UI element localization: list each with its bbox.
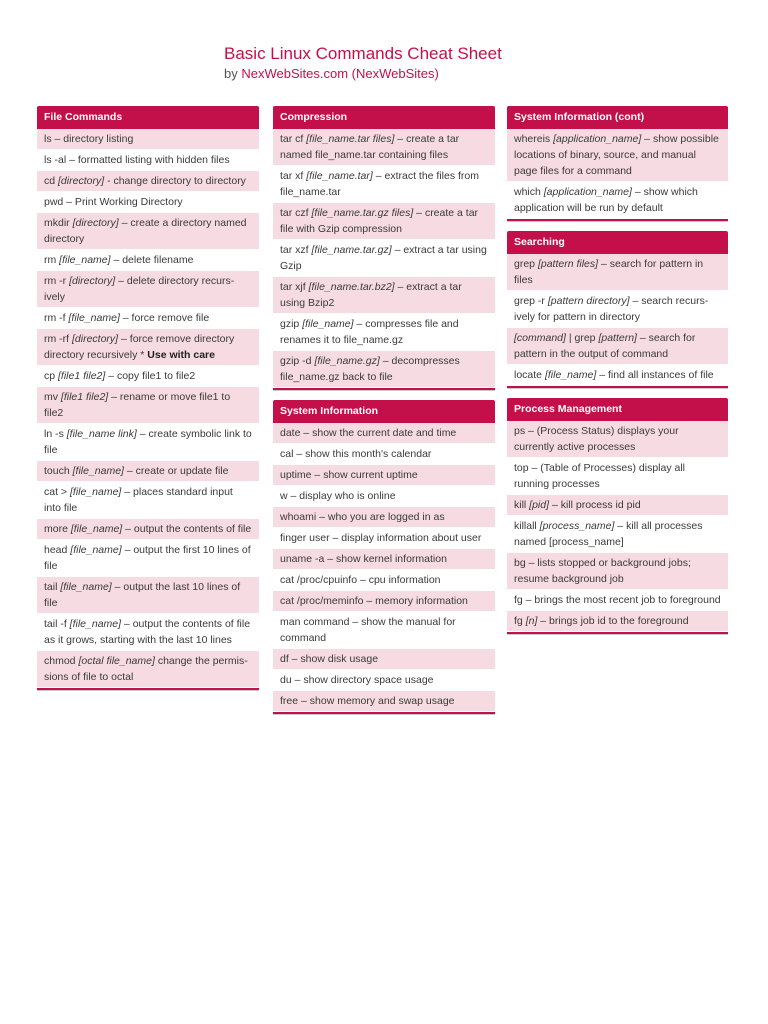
command-text: – search recurs-ively for pattern in directory — [514, 295, 709, 323]
command-row — [273, 314, 495, 351]
command-text: – force remove directory directory recursively * — [44, 333, 235, 361]
command-row — [37, 461, 259, 482]
command-row — [273, 240, 495, 277]
command-text: head — [44, 544, 71, 556]
command-text: killall — [514, 520, 540, 532]
command-argument: [file_name] — [59, 254, 111, 266]
section-bottom-rule — [507, 219, 728, 221]
command-argument: [pattern directory] — [547, 295, 630, 307]
section-title: Process Management — [507, 398, 728, 421]
command-text: touch — [44, 465, 73, 477]
command-text: – kill all processes named [process_name] — [514, 520, 703, 548]
section-title: Compression — [273, 106, 495, 129]
command-argument: [file_name] — [70, 544, 122, 556]
command-argument: [file_name.tar files] — [306, 133, 395, 145]
section-system-information-cont — [507, 106, 728, 221]
byline-prefix: by — [224, 66, 242, 81]
command-row — [37, 651, 259, 688]
command-text: rm -rf — [44, 333, 72, 345]
command-text: - change directory to directory — [104, 175, 246, 187]
command-row — [273, 570, 495, 591]
section-compression — [273, 106, 495, 390]
command-text: du – show directory space usage — [280, 674, 434, 686]
section-title: File Commands — [37, 106, 259, 129]
command-text: uname -a – show kernel information — [280, 553, 447, 565]
command-text: chmod — [44, 655, 79, 667]
command-text: – kill process id pid — [549, 499, 641, 511]
command-argument: [application_name] — [543, 186, 632, 198]
command-text: more — [44, 523, 71, 535]
command-row — [37, 424, 259, 461]
command-text: date – show the current date and time — [280, 427, 457, 439]
command-row — [37, 192, 259, 213]
command-text: fg — [514, 615, 526, 627]
command-text: – create or update file — [123, 465, 229, 477]
command-text: uptime – show current uptime — [280, 469, 418, 481]
command-text: finger user – display information about user — [280, 532, 482, 544]
command-row — [273, 507, 495, 528]
command-row — [273, 528, 495, 549]
command-text: ls – directory listing — [44, 133, 134, 145]
command-row — [273, 670, 495, 691]
command-text: pwd – Print Working Directory — [44, 196, 183, 208]
page-header — [224, 44, 502, 83]
command-text: – extract a tar using Gzip — [280, 244, 487, 272]
command-row — [507, 590, 728, 611]
page-title: Basic Linux Commands Cheat Sheet — [224, 44, 502, 63]
column-1 — [37, 106, 259, 700]
command-text: bg – lists stopped or background jobs; resume background job — [514, 557, 691, 585]
command-text: – find all instances of file — [596, 369, 714, 381]
command-row — [273, 277, 495, 314]
command-text: ln -s — [44, 428, 67, 440]
command-row — [37, 150, 259, 171]
command-row — [273, 444, 495, 465]
command-text: – brings job id to the foreground — [537, 615, 689, 627]
command-row — [37, 308, 259, 329]
command-row — [37, 482, 259, 519]
command-row — [37, 250, 259, 271]
command-text: grep -r — [514, 295, 548, 307]
command-text: – places standard input into file — [44, 486, 233, 514]
command-row — [37, 366, 259, 387]
command-argument: [file_name] — [60, 581, 112, 593]
command-argument: [file_name.tar.gz files] — [311, 207, 414, 219]
command-text: whereis — [514, 133, 554, 145]
command-row — [37, 540, 259, 577]
command-argument: [command] — [514, 332, 566, 344]
command-row — [273, 203, 495, 240]
command-row — [37, 387, 259, 424]
command-text: – output the last 10 lines of file — [44, 581, 241, 609]
command-text: tar cf — [280, 133, 307, 145]
command-row — [273, 612, 495, 649]
command-row — [507, 553, 728, 590]
section-process-management — [507, 398, 728, 634]
command-argument: [directory] — [72, 217, 119, 229]
command-row — [273, 423, 495, 444]
byline — [224, 65, 502, 83]
command-text: – decompresses file_name.gz back to file — [280, 355, 460, 383]
command-row — [273, 649, 495, 670]
column-3 — [507, 106, 728, 644]
command-argument: [directory] — [58, 175, 105, 187]
command-row — [507, 328, 728, 365]
command-argument: [octal file_name] — [78, 655, 155, 667]
command-text: cal – show this month's calendar — [280, 448, 432, 460]
command-row — [273, 166, 495, 203]
command-argument: [file_name] — [69, 618, 122, 630]
command-argument: [file_name] — [70, 523, 123, 535]
command-text: – show which application will be run by default — [514, 186, 698, 214]
command-text: ps – (Process Status) displays your currently active processes — [514, 425, 679, 453]
command-text: – compresses file and renames it to file_name.gz — [280, 318, 459, 346]
command-argument: [directory] — [72, 333, 119, 345]
command-text: kill — [514, 499, 530, 511]
section-title: System Information (cont) — [507, 106, 728, 129]
command-row — [507, 421, 728, 458]
author-link[interactable]: NexWebSites.com (NexWebSites) — [241, 66, 439, 81]
command-argument: [application_name] — [553, 133, 642, 145]
command-text: – output the contents of file — [122, 523, 252, 535]
command-argument: [process_name] — [539, 520, 615, 532]
warning-text: Use with care — [147, 349, 215, 361]
command-text: cat /proc/meminfo – memory information — [280, 595, 468, 607]
command-text: locate — [514, 369, 545, 381]
command-text: top – (Table of Processes) display all running processes — [514, 462, 685, 490]
command-row — [37, 329, 259, 366]
command-text: man command – show the manual for command — [280, 616, 456, 644]
section-title: System Information — [273, 400, 495, 423]
command-text: – create a tar file with Gzip compression — [280, 207, 479, 235]
section-system-information — [273, 400, 495, 714]
column-2 — [273, 106, 495, 724]
command-text: rm -r — [44, 275, 70, 287]
command-row — [37, 213, 259, 250]
section-searching — [507, 231, 728, 388]
command-argument: [file_name] — [68, 312, 120, 324]
command-argument: [file_name.tar] — [306, 170, 373, 182]
command-text: w – display who is online — [280, 490, 396, 502]
command-argument: [file_name] — [544, 369, 597, 381]
command-row — [37, 271, 259, 308]
command-text: tar xzf — [280, 244, 312, 256]
command-text: free – show memory and swap usage — [280, 695, 455, 707]
command-row — [507, 458, 728, 495]
command-argument: [pid] — [529, 499, 550, 511]
command-text: | grep — [565, 332, 599, 344]
command-argument: [pattern] — [598, 332, 637, 344]
command-argument: [file1 file2] — [58, 370, 106, 382]
command-row — [273, 486, 495, 507]
command-text: df – show disk usage — [280, 653, 379, 665]
command-text: – search for pattern in the output of command — [514, 332, 696, 360]
command-text: – delete directory recurs-ively — [44, 275, 235, 303]
command-text: tar xjf — [280, 281, 309, 293]
command-text: – copy file1 to file2 — [105, 370, 196, 382]
command-text: whoami – who you are logged in as — [280, 511, 445, 523]
command-row — [273, 129, 495, 166]
command-row — [37, 577, 259, 614]
command-row — [507, 129, 728, 182]
command-argument: [file_name] — [69, 486, 122, 498]
command-text: tar xf — [280, 170, 307, 182]
command-row — [273, 351, 495, 388]
command-text: – delete filename — [110, 254, 194, 266]
command-text: – extract a tar using Bzip2 — [280, 281, 462, 309]
section-title: Searching — [507, 231, 728, 254]
command-row — [273, 465, 495, 486]
command-text: fg – brings the most recent job to foreground — [514, 594, 721, 606]
command-argument: [pattern files] — [537, 258, 599, 270]
command-row — [273, 591, 495, 612]
command-row — [507, 495, 728, 516]
command-text: mv — [44, 391, 61, 403]
command-row — [507, 611, 728, 632]
command-text: tail -f — [44, 618, 70, 630]
command-text: – force remove file — [119, 312, 210, 324]
section-bottom-rule — [273, 388, 495, 390]
command-text: tar czf — [280, 207, 312, 219]
command-row — [273, 691, 495, 712]
command-text: ls -al – formatted listing with hidden files — [44, 154, 230, 166]
command-text: rm -f — [44, 312, 69, 324]
command-text: – create a directory named directory — [44, 217, 247, 245]
command-row — [507, 365, 728, 386]
command-row — [507, 516, 728, 553]
command-text: which — [514, 186, 544, 198]
command-argument: [file_name.gz] — [314, 355, 380, 367]
command-text: gzip — [280, 318, 303, 330]
command-text: cd — [44, 175, 59, 187]
command-text: – show possible locations of binary, source, and manual page files for a command — [514, 133, 719, 177]
command-row — [37, 171, 259, 192]
section-bottom-rule — [273, 712, 495, 714]
section-bottom-rule — [507, 632, 728, 634]
command-text: – create a tar named file_name.tar containing files — [280, 133, 460, 161]
command-row — [37, 519, 259, 540]
command-text: change the permis-sions of file to octal — [44, 655, 248, 683]
command-argument: [file_name.tar.bz2] — [308, 281, 395, 293]
command-text: – create symbolic link to file — [44, 428, 252, 456]
command-row — [507, 291, 728, 328]
command-row — [37, 129, 259, 150]
command-argument: [file_name link] — [66, 428, 137, 440]
command-argument: [file1 file2] — [60, 391, 109, 403]
command-text: tail — [44, 581, 61, 593]
command-argument: [directory] — [69, 275, 116, 287]
command-text: cp — [44, 370, 59, 382]
command-argument: [file_name.tar.gz] — [311, 244, 392, 256]
command-text: mkdir — [44, 217, 73, 229]
section-bottom-rule — [507, 386, 728, 388]
command-argument: [file_name] — [72, 465, 124, 477]
command-text: – output the contents of file as it grows, starting with the last 10 lines — [44, 618, 251, 646]
command-row — [37, 614, 259, 651]
command-text: – search for pattern in files — [514, 258, 704, 286]
command-argument: [file_name] — [302, 318, 354, 330]
command-text: cat /proc/cpuinfo – cpu information — [280, 574, 441, 586]
command-text: – rename or move file1 to file2 — [44, 391, 231, 419]
command-text: – output the first 10 lines of file — [44, 544, 251, 572]
command-text: rm — [44, 254, 60, 266]
command-text: – extract the files from file_name.tar — [280, 170, 480, 198]
command-row — [507, 182, 728, 219]
command-text: grep — [514, 258, 538, 270]
section-bottom-rule — [37, 688, 259, 690]
command-row — [507, 254, 728, 291]
section-file-commands — [37, 106, 259, 690]
command-text: gzip -d — [280, 355, 315, 367]
command-text: cat > — [44, 486, 70, 498]
command-argument: [n] — [525, 615, 538, 627]
command-row — [273, 549, 495, 570]
